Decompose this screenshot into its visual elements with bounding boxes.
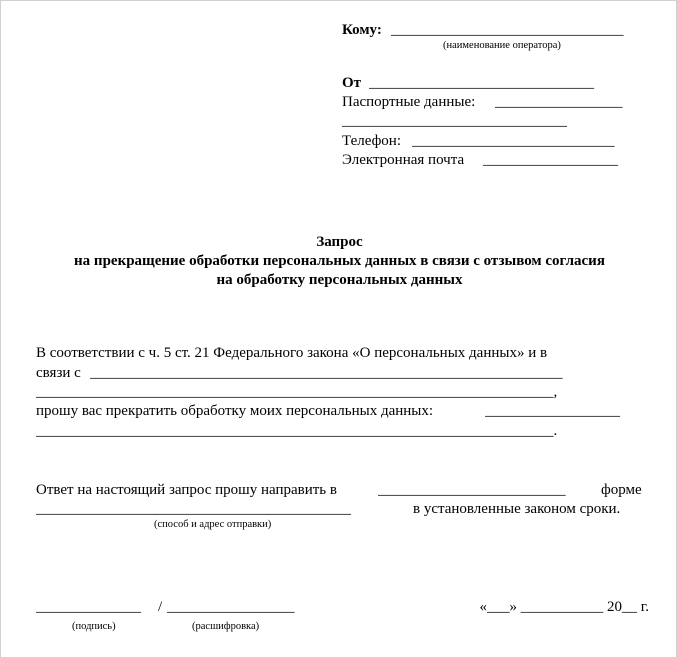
passport-label: Паспортные данные:	[342, 94, 476, 110]
name-caption: (расшифровка)	[192, 621, 260, 632]
para2-line2-end: в установленные законом сроки.	[413, 501, 621, 517]
signature-blank: ______________	[36, 599, 141, 615]
para1-line1: В соответствии с ч. 5 ст. 21 Федерального закона «О персональных данных» и в	[36, 345, 548, 361]
para1-line2-start: связи с	[36, 365, 81, 381]
from-blank: ______________________________	[369, 75, 594, 91]
para2-line1-start: Ответ на настоящий запрос прошу направить в	[36, 482, 337, 498]
signature-caption: (подпись)	[72, 621, 116, 632]
reason-blank-line2: _____________________________________________________________________,	[36, 384, 558, 400]
data-list-blank-line2: _____________________________________________________________________.	[36, 423, 558, 439]
phone-label: Телефон:	[342, 133, 401, 149]
email-label: Электронная почта	[342, 152, 465, 168]
phone-blank: ___________________________	[412, 133, 615, 149]
signature-separator: /	[158, 599, 163, 615]
para2-line1-end: форме	[601, 482, 642, 498]
passport-blank-line2: ______________________________	[342, 113, 567, 129]
to-caption: (наименование оператора)	[443, 40, 561, 51]
email-blank: __________________	[483, 152, 618, 168]
to-blank: _______________________________	[391, 22, 624, 38]
date-field: «___» ___________ 20__ г.	[479, 599, 649, 615]
delivery-blank: __________________________________________	[36, 501, 351, 517]
name-blank: _________________	[167, 599, 295, 615]
to-label: Кому:	[342, 22, 382, 38]
title-line2: на прекращение обработки персональных данных в связи с отзывом согласия	[74, 253, 605, 269]
delivery-caption: (способ и адрес отправки)	[154, 519, 272, 530]
form-blank: _________________________	[378, 482, 566, 498]
data-list-blank: __________________	[485, 403, 620, 419]
reason-blank: _______________________________________________________________	[90, 365, 563, 381]
para1-line4-start: прошу вас прекратить обработку моих персональных данных:	[36, 403, 434, 419]
from-label: От	[342, 75, 362, 91]
title-line3: на обработку персональных данных	[216, 272, 463, 288]
title-line1: Запрос	[316, 234, 363, 250]
passport-blank: _________________	[495, 94, 623, 110]
